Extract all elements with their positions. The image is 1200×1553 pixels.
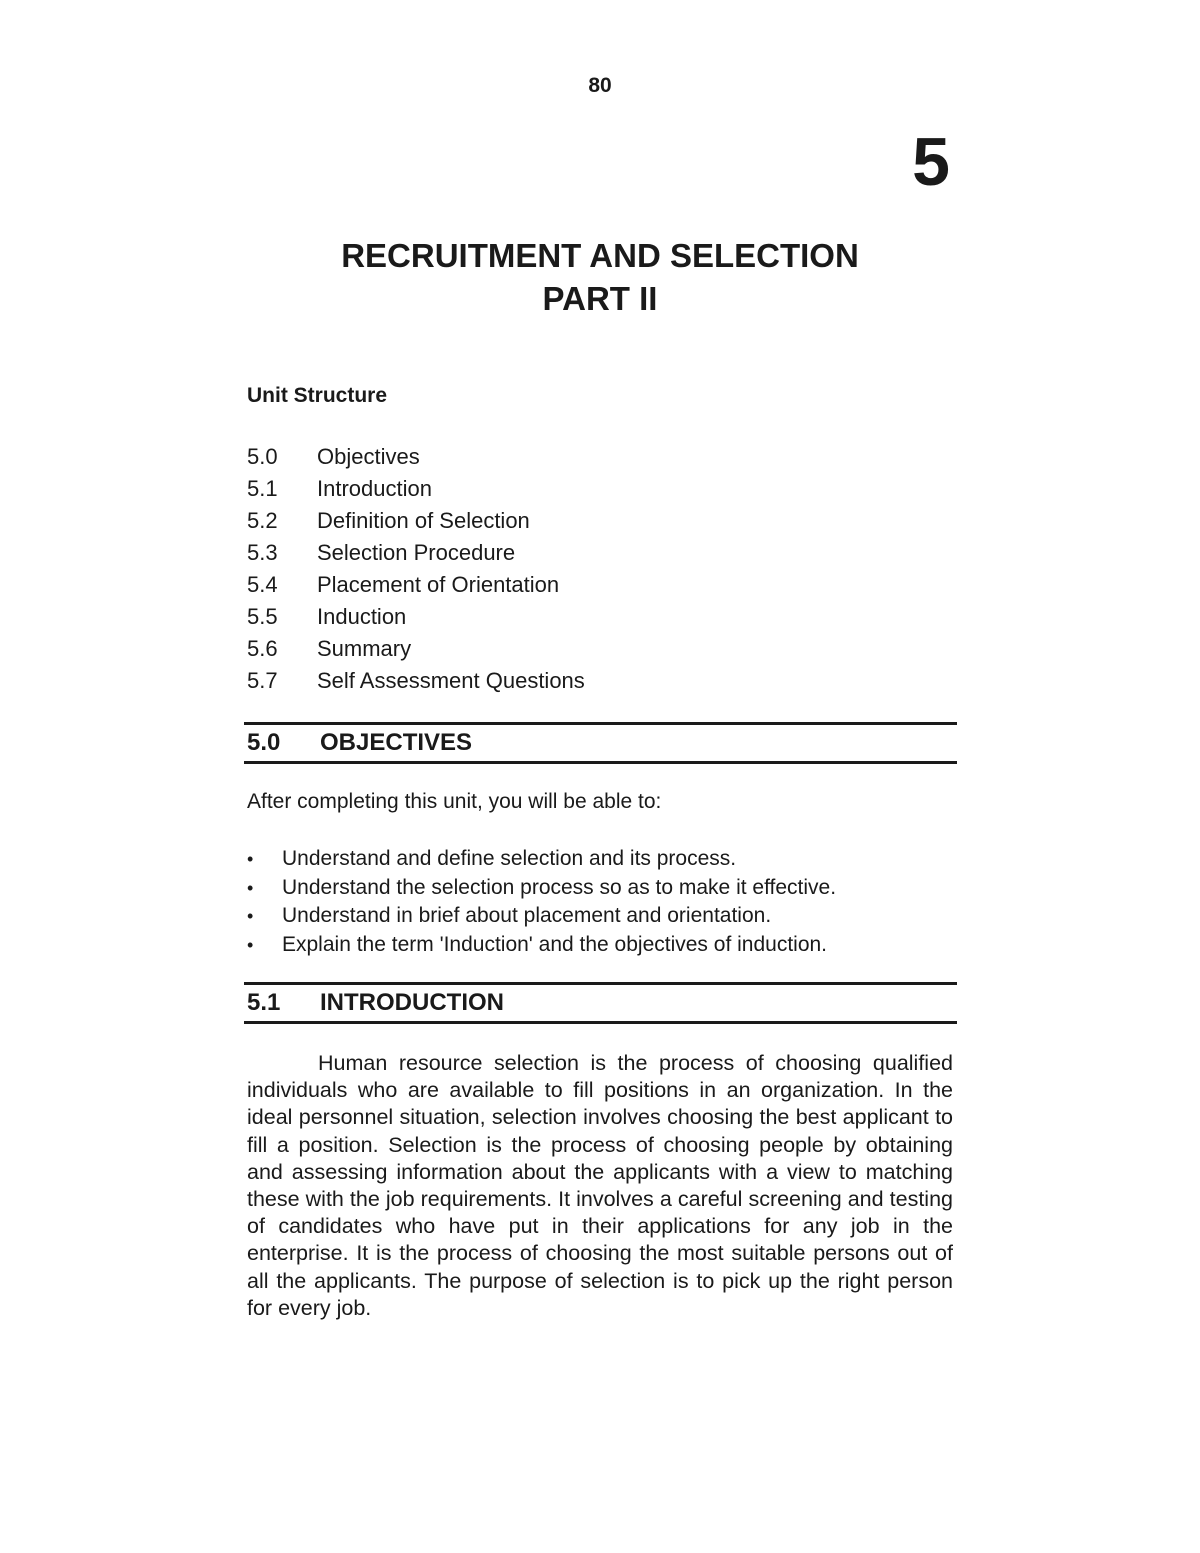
- unit-structure-list: [247, 443, 947, 699]
- objectives-list: [247, 845, 957, 959]
- section-heading-introduction: [244, 982, 957, 1024]
- objective-item: [247, 931, 957, 960]
- toc-item-number: 5.3: [247, 540, 278, 565]
- section-heading-objectives: [244, 722, 957, 764]
- chapter-number: 5: [912, 124, 950, 200]
- page-number: 80: [588, 74, 612, 97]
- toc-item-label: Objectives: [317, 444, 420, 469]
- toc-item-label: Self Assessment Questions: [317, 668, 585, 693]
- bullet-icon: •: [247, 849, 254, 869]
- objective-text: Explain the term 'Induction' and the objectives of induction.: [282, 932, 828, 956]
- toc-item-label: Introduction: [317, 476, 432, 501]
- chapter-title: [0, 234, 1200, 320]
- toc-item-number: 5.2: [247, 508, 278, 533]
- objectives-intro: After completing this unit, you will be able to:: [247, 790, 662, 813]
- toc-item-label: Selection Procedure: [317, 540, 516, 565]
- chapter-title-line-2: PART II: [542, 280, 658, 317]
- toc-item-number: 5.1: [247, 476, 278, 501]
- toc-item: [247, 443, 947, 475]
- toc-item-number: 5.7: [247, 668, 278, 693]
- toc-item-label: Definition of Selection: [317, 508, 530, 533]
- toc-item-number: 5.5: [247, 604, 278, 629]
- section-number: 5.1: [247, 989, 281, 1016]
- bullet-icon: •: [247, 934, 254, 955]
- objective-item: [247, 902, 957, 931]
- toc-item: [247, 667, 947, 699]
- section-title: INTRODUCTION: [320, 989, 504, 1016]
- objective-item: [247, 874, 957, 903]
- section-number: 5.0: [247, 729, 281, 756]
- toc-item: [247, 507, 947, 539]
- toc-item: [247, 635, 947, 667]
- introduction-paragraph: Human resource selection is the process of choosing qualified individuals who are available to fill positions in an organization. In the ideal personnel situation, selection involves choosing the best applicant to fill a position. Selection is the process of choosing people by obtaining and assessing information about the applicants with a view to matching these with the job requirements. It involves a careful screening and testing of candidates who have put in their applications for any job in the enterprise. It is the process of choosing the most suitable persons out of all the applicants. The purpose of selection is to pick up the right person for every job.: [247, 1051, 953, 1320]
- unit-structure-heading: Unit Structure: [247, 384, 388, 407]
- toc-item-number: 5.6: [247, 636, 278, 661]
- toc-item: [247, 539, 947, 571]
- toc-item-number: 5.0: [247, 444, 278, 469]
- toc-item-number: 5.4: [247, 572, 278, 597]
- objective-text: Understand the selection process so as to make it effective.: [282, 875, 837, 899]
- toc-item-label: Placement of Orientation: [317, 572, 560, 597]
- objective-text: Understand and define selection and its process.: [282, 847, 737, 870]
- objective-text: Understand in brief about placement and orientation.: [282, 904, 772, 927]
- bullet-icon: •: [247, 877, 254, 898]
- toc-item-label: Induction: [317, 604, 407, 629]
- chapter-title-line-1: RECRUITMENT AND SELECTION: [341, 237, 859, 274]
- section-title: OBJECTIVES: [320, 729, 473, 756]
- toc-item: [247, 603, 947, 635]
- toc-item-label: Summary: [317, 636, 412, 661]
- bullet-icon: •: [247, 906, 254, 926]
- toc-item: [247, 571, 947, 603]
- toc-item: [247, 475, 947, 507]
- objective-item: [247, 845, 957, 874]
